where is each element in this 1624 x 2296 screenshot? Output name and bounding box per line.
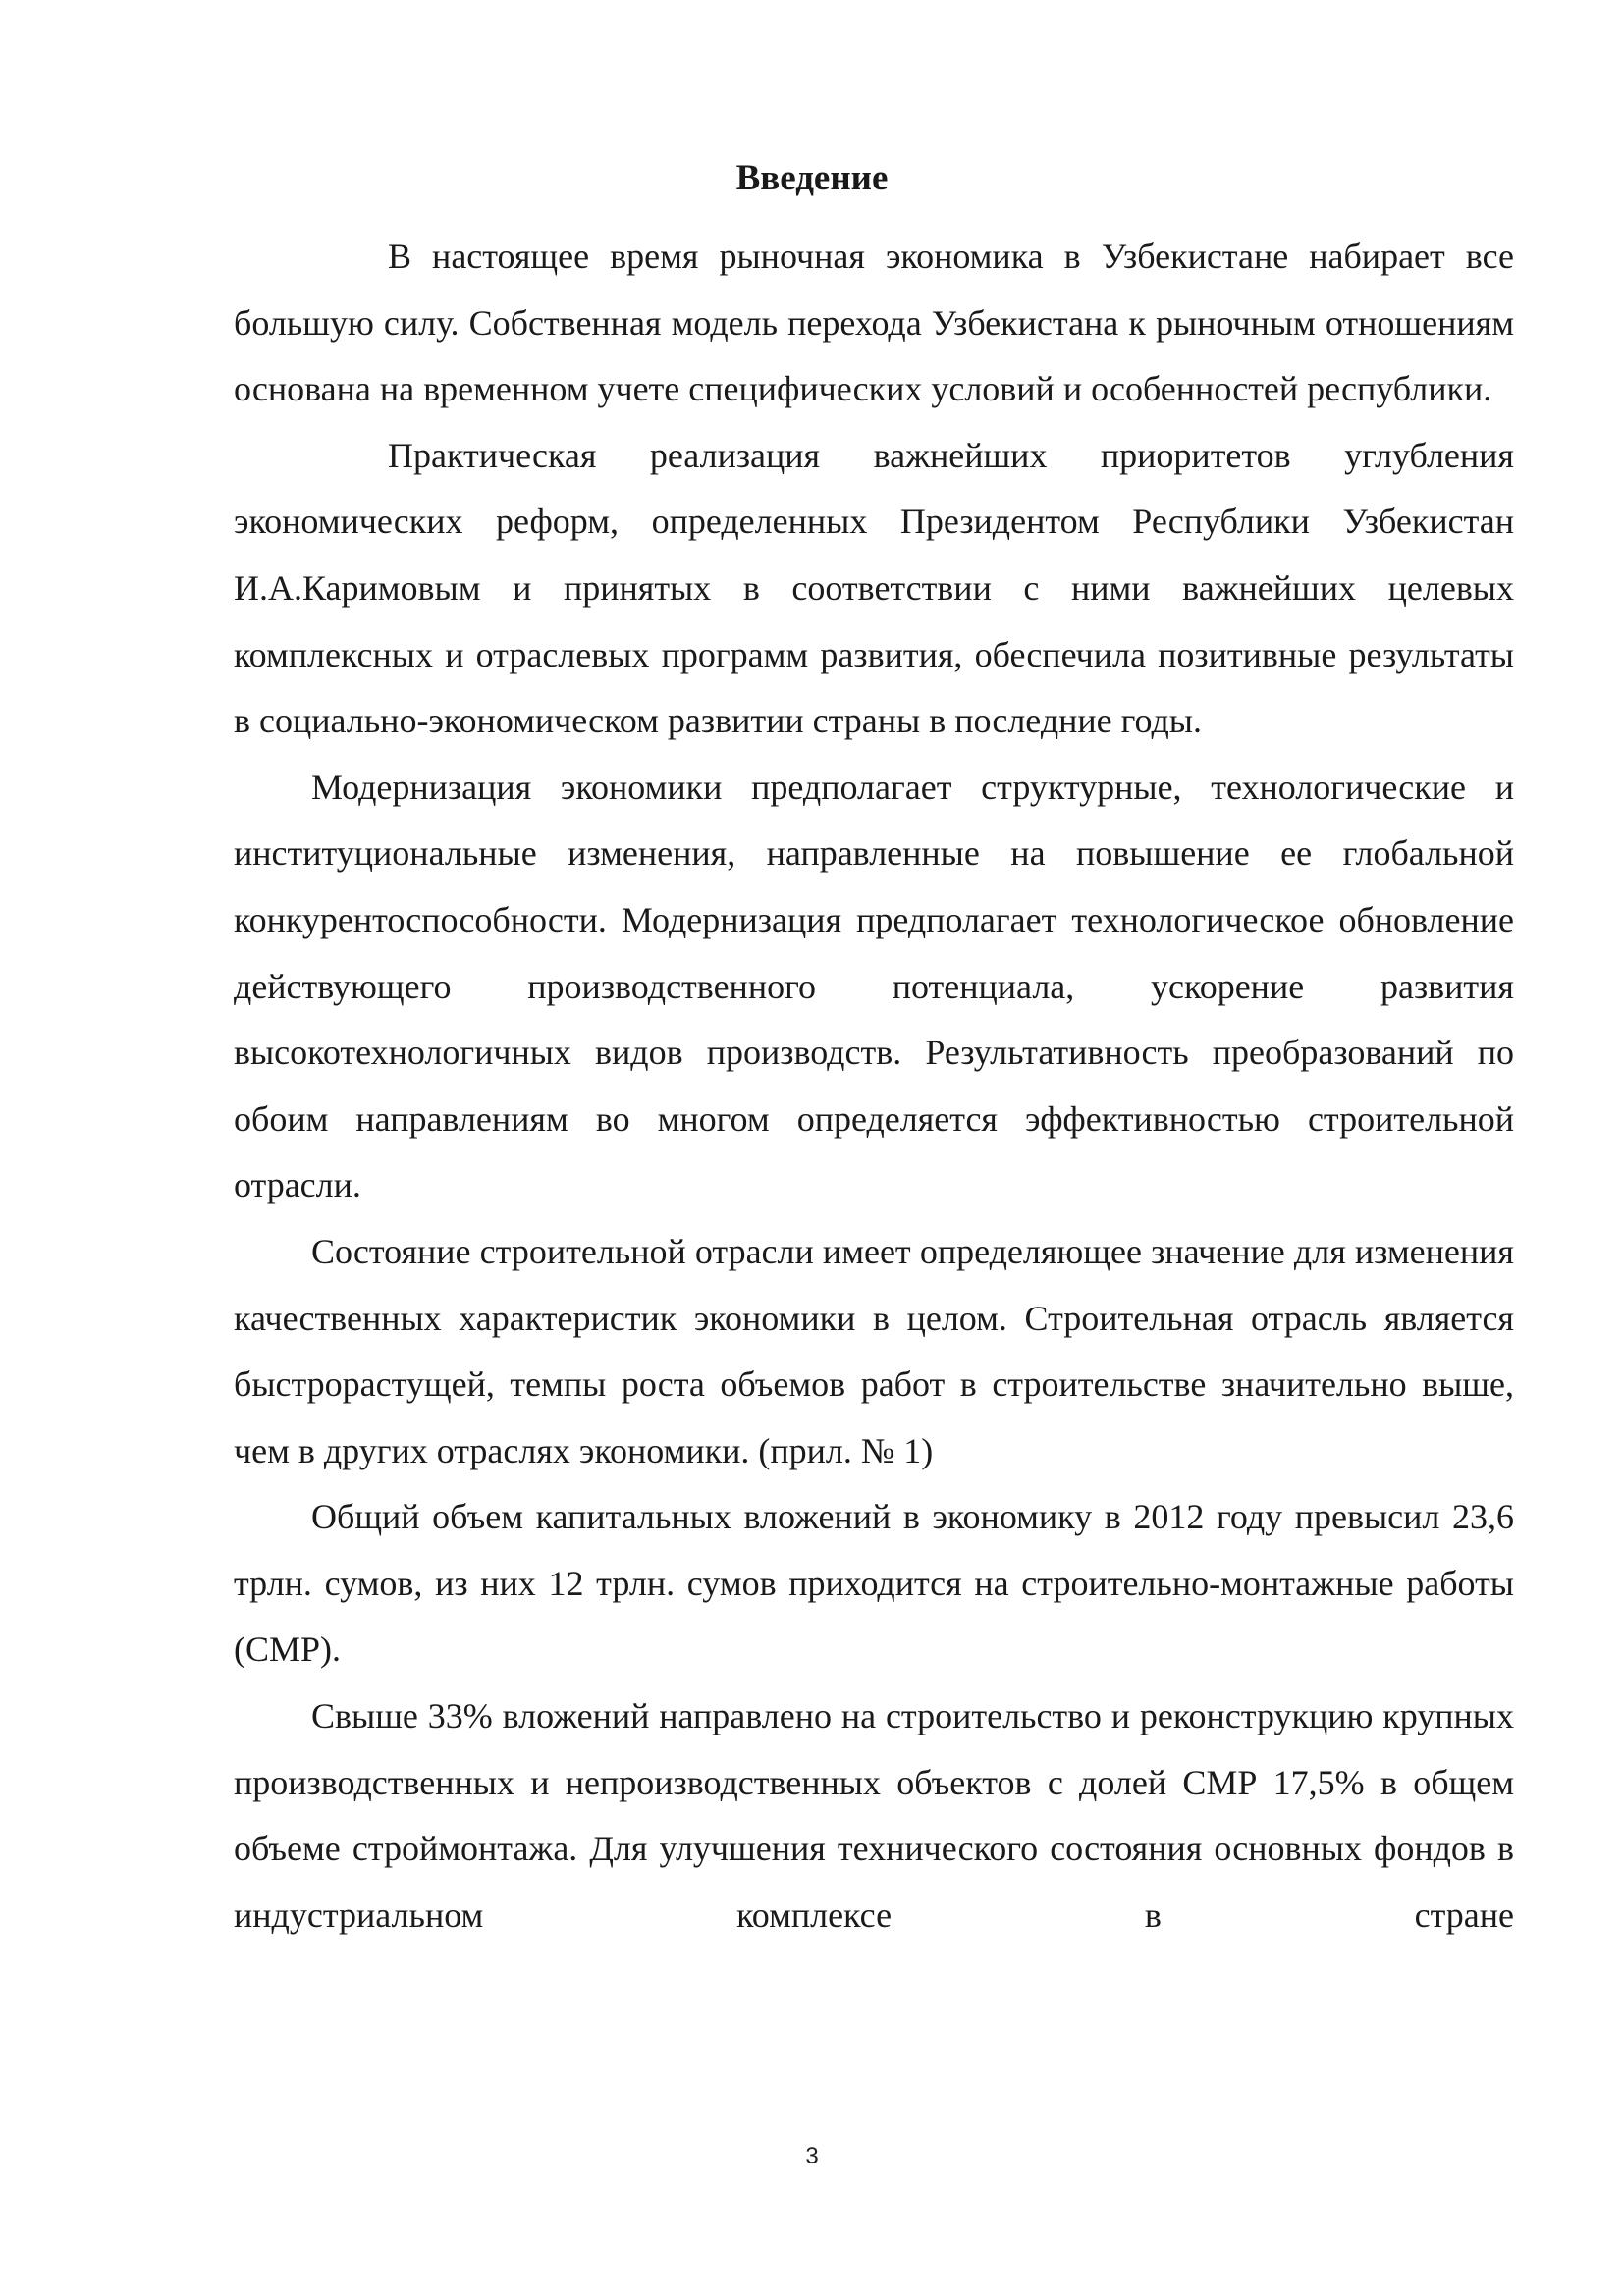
paragraph-modernization: Модернизация экономики предполагает структурные, технологические и институциональные изменения, направленные на повышение ее глобальной конкурентоспособности. Модернизация предполагает технологическое обновление действующего производственного потенциала, ускорение развития высокотехнологичных видов производств. Результативность преобразований по обоим направлениям во многом определяется эффективностью строительной отрасли. [234, 767, 1514, 1205]
page-title: Введение [735, 158, 889, 198]
paragraph-reforms: Практическая реализация важнейших приоритетов углубления экономических реформ, определенных Президентом Республики Узбекистан И.А.Каримовым и принятых в соответствии с ними важнейших целевых комплексных и отраслевых программ развития, обеспечила позитивные результаты в социально-экономическом развитии страны в последние годы. [234, 435, 1514, 741]
paragraph-market-economy: В настоящее время рыночная экономика в Узбекистане набирает все большую силу. Собственная модель перехода Узбекистана к рыночным отношениям основана на временном учете специфических условий и особенностей республики. [234, 237, 1514, 409]
paragraph-construction-industry: Состояние строительной отрасли имеет определяющее значение для изменения качественных характеристик экономики в целом. Строительная отрасль является быстрорастущей, темпы роста объемов работ в строительстве значительно выше, чем в других отраслях экономики. (прил. № 1) [234, 1231, 1514, 1470]
page-number: 3 [805, 2143, 819, 2169]
paragraph-investment-share: Свыше 33% вложений направлено на строительство и реконструкцию крупных производственных и непроизводственных объектов с долей СМР 17,5% в общем объеме строймонтажа. Для улучшения технического состояния основных фондов в индустриальном комплексе в стране [234, 1696, 1514, 1935]
body-text [234, 224, 1514, 1949]
paragraph-capital-investment: Общий объем капитальных вложений в экономику в 2012 году превысил 23,6 трлн. сумов, из них 12 трлн. сумов приходится на строительно-монтажные работы (СМР). [234, 1497, 1514, 1670]
